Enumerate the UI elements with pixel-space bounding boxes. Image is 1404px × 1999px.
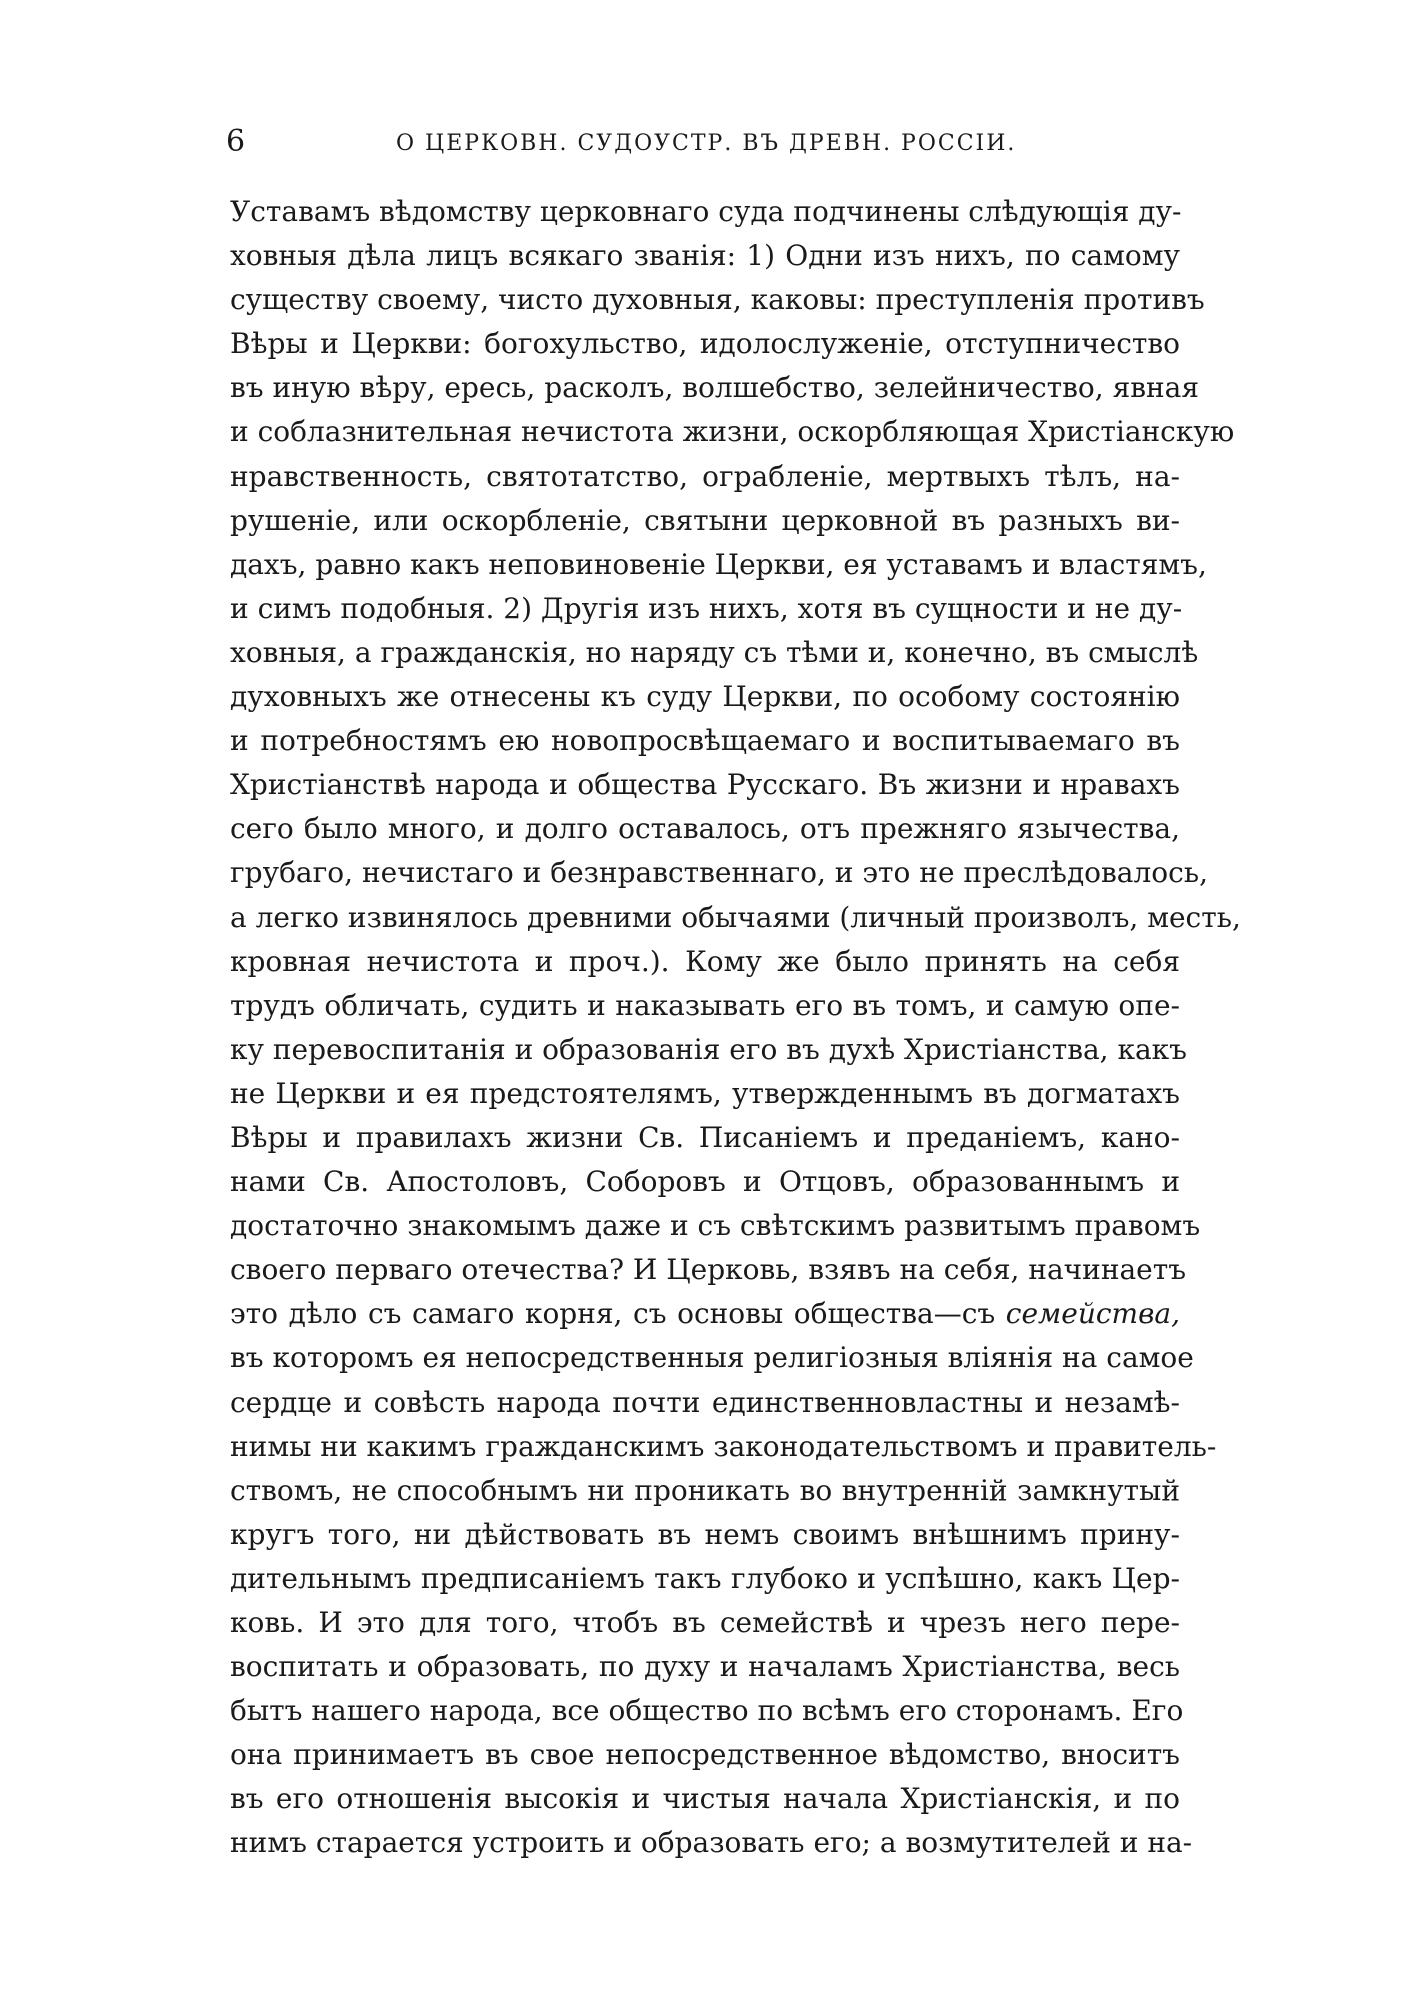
text-line: въ его отношенія высокія и чистыя начала Христіанскія, и по [230,1782,1180,1816]
text-line: Вѣры и правилахъ жизни Св. Писаніемъ и преданіемъ, кано- [230,1120,1180,1154]
text-line: ковь. И это для того, чтобъ въ семействѣ и чрезъ него пере- [230,1606,1180,1639]
text-line: рушеніе, или оскорбленіе, святыни церковной въ разныхъ ви- [230,503,1180,537]
text-line: дахъ, равно какъ неповиновеніе Церкви, ея уставамъ и властямъ, [230,547,1207,581]
text-line: не Церкви и ея предстоятелямъ, утвержденнымъ въ догматахъ [230,1076,1180,1110]
text-line: кругъ того, ни дѣйствовать въ немъ своимъ внѣшнимъ прину- [230,1517,1180,1551]
text-line: она принимаетъ въ свое непосредственное вѣдомство, вноситъ [230,1738,1180,1772]
text-line: сердце и совѣсть народа почти единственновластны и незамѣ- [230,1385,1180,1419]
page-number: 6 [226,124,246,159]
text-line: Вѣры и Церкви: богохульство, идолослуженіе, отступничество [230,327,1180,361]
italic-term: семейства, [1005,1297,1180,1331]
text-line: а легко извинялось древними обычаями (личный произволъ, месть, [230,900,1241,934]
text-line: нимъ старается устроить и образовать его; а возмутителей и на- [230,1826,1193,1860]
running-title: О ЦЕРКОВН. СУДОУСТР. ВЪ ДРЕВН. РОССІИ. [396,131,1017,156]
text-line: въ которомъ ея непосредственныя религіозныя вліянія на самое [230,1341,1194,1375]
text-line: достаточно знакомымъ даже и съ свѣтскимъ развитымъ правомъ [230,1209,1201,1243]
text-line: ховныя, а гражданскія, но наряду съ тѣми и, конечно, въ смыслѣ [230,635,1199,669]
text-line: грубаго, нечистаго и безнравственнаго, и это не преслѣдовалось, [230,856,1208,890]
text-line: трудъ обличать, судить и наказывать его въ томъ, и самую опе- [230,988,1180,1022]
text-line: своего перваго отечества? И Церковь, взявъ на себя, начинаетъ [230,1253,1187,1287]
text-line: нравственность, святотатство, ограбленіе, мертвыхъ тѣлъ, на- [230,459,1180,493]
text-line: сего было много, и долго оставалось, отъ прежняго язычества, [230,812,1180,846]
text-line: дительнымъ предписаніемъ такъ глубоко и успѣшно, какъ Цер- [230,1561,1180,1595]
text-segment: это дѣло съ самаго корня, съ основы общества—съ [230,1297,996,1331]
text-line: кровная нечистота и проч.). Кому же было принять на себя [230,944,1180,978]
text-line: духовныхъ же отнесены къ суду Церкви, по особому состоянію [230,680,1180,714]
text-line: и соблазнительная нечистота жизни, оскорбляющая Христіанскую [230,415,1235,449]
text-line: ствомъ, не способнымъ ни проникать во внутренній замкнутый [230,1473,1180,1507]
text-line: Христіанствѣ народа и общества Русскаго. Въ жизни и нравахъ [230,768,1180,802]
text-line: и симъ подобныя. 2) Другія изъ нихъ, хотя въ сущности и не ду- [230,591,1183,625]
text-line: Уставамъ вѣдомству церковнаго суда подчинены слѣдующія ду- [230,195,1182,228]
text-line: нимы ни какимъ гражданскимъ законодательствомъ и правитель- [230,1429,1217,1463]
text-line: ховныя дѣла лицъ всякаго званія: 1) Одни изъ нихъ, по самому [230,239,1180,273]
text-line: бытъ нашего народа, все общество по всѣмъ его сторонамъ. Его [230,1694,1184,1728]
text-line: и потребностямъ ею новопросвѣщаемаго и воспитываемаго въ [230,724,1180,758]
body-text [230,190,1241,1866]
text-line: нами Св. Апостоловъ, Соборовъ и Отцовъ, образованнымъ и [230,1165,1180,1199]
text-line: ку перевоспитанія и образованія его въ духѣ Христіанства, какъ [230,1032,1187,1066]
text-line: существу своему, чисто духовныя, каковы: преступленія противъ [230,283,1205,317]
text-line: воспитать и образовать, по духу и началамъ Христіанства, весь [230,1650,1180,1684]
text-line: въ иную вѣру, ересь, расколъ, волшебство, зелейничество, явная [230,371,1200,405]
text-line-with-italic [230,1292,1180,1336]
